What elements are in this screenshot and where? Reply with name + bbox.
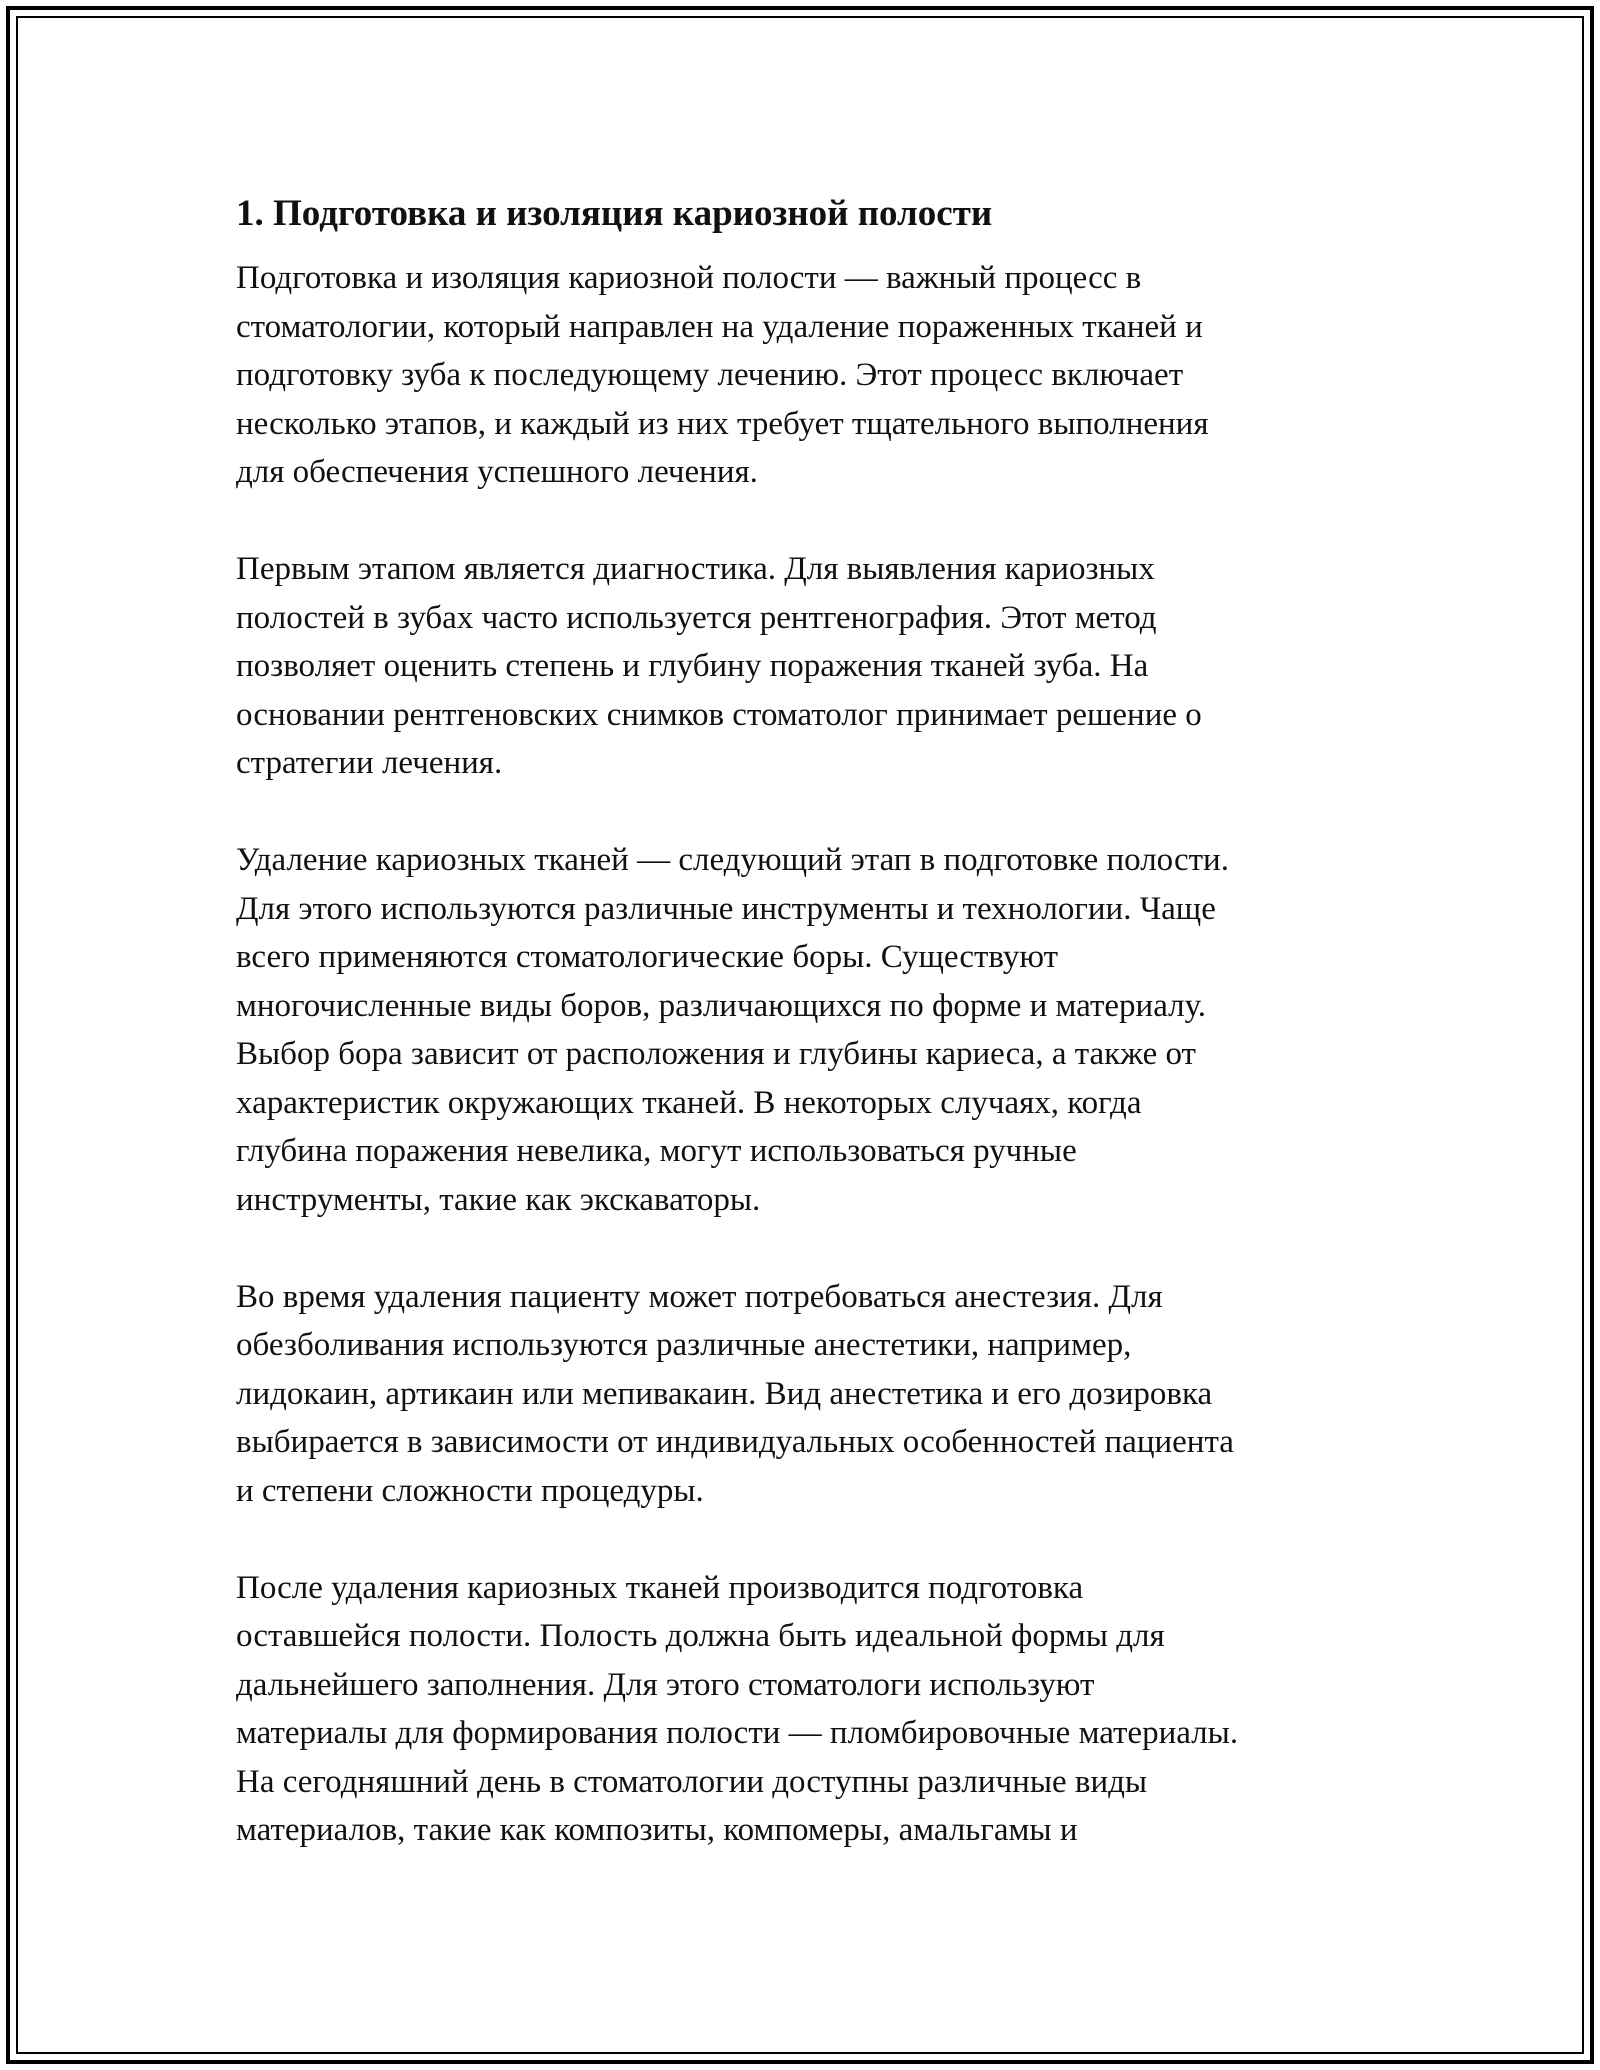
text-line: дальнейшего заполнения. Для этого стоматологи используют [236,1666,1095,1703]
text-line: лидокаин, артикаин или мепивакаин. Вид анестетика и его дозировка [236,1375,1213,1412]
text-line: Удаление кариозных тканей — следующий этап в подготовке полости. [236,842,1229,878]
text-line: характеристик окружающих тканей. В некоторых случаях, когда [236,1084,1142,1121]
text-line: стоматологии, который направлен на удаление пораженных тканей и [236,308,1203,345]
text-line: инструменты, такие как экскаваторы. [236,1181,761,1218]
text-line: После удаления кариозных тканей производится подготовка [236,1569,1084,1606]
text-line: Первым этапом является диагностика. Для выявления кариозных [236,551,1155,587]
text-line: и степени сложности процедуры. [236,1472,704,1509]
paragraph-anesthesia [236,1273,1366,1516]
text-line: полостей в зубах часто используется рентгенография. Этот метод [236,599,1157,636]
text-line: позволяет оценить степень и глубину поражения тканей зуба. На [236,648,1149,684]
text-line: Во время удаления пациенту может потребоваться анестезия. Для [236,1278,1163,1315]
text-line: обезболивания используются различные анестетики, например, [236,1327,1132,1363]
paragraph-tissue-removal [236,836,1366,1224]
text-line: материалов, такие как композиты, компомеры, амальгамы и [236,1812,1078,1848]
text-line: выбирается в зависимости от индивидуальных особенностей пациента [236,1424,1234,1460]
text-line: материалы для формирования полости — пломбировочные материалы. [236,1715,1239,1751]
text-line: стратегии лечения. [236,745,503,781]
text-line: всего применяются стоматологические боры. Существуют [236,939,1059,975]
section-heading: 1. Подготовка и изоляция кариозной полости [236,193,993,234]
paragraph-cavity-preparation [236,1564,1366,1855]
document-body [236,186,1366,1903]
paragraph-intro [236,254,1366,497]
text-line: На сегодняшний день в стоматологии доступны различные виды [236,1763,1148,1800]
text-line: подготовку зуба к последующему лечению. Этот процесс включает [236,357,1184,393]
text-line: Выбор бора зависит от расположения и глубины кариеса, а также от [236,1036,1196,1072]
text-line: Подготовка и изоляция кариозной полости — важный процесс в [236,260,1142,296]
text-line: оставшейся полости. Полость должна быть идеальной формы для [236,1618,1165,1654]
text-line: многочисленные виды боров, различающихся по форме и материалу. [236,987,1207,1024]
text-line: для обеспечения успешного лечения. [236,454,758,490]
text-line: глубина поражения невелика, могут использоваться ручные [236,1133,1077,1169]
paragraph-diagnostics [236,545,1366,788]
text-line: Для этого используются различные инструменты и технологии. Чаще [236,890,1216,927]
text-line: основании рентгеновских снимков стоматолог принимает решение о [236,696,1202,733]
text-line: несколько этапов, и каждый из них требует тщательного выполнения [236,405,1209,442]
